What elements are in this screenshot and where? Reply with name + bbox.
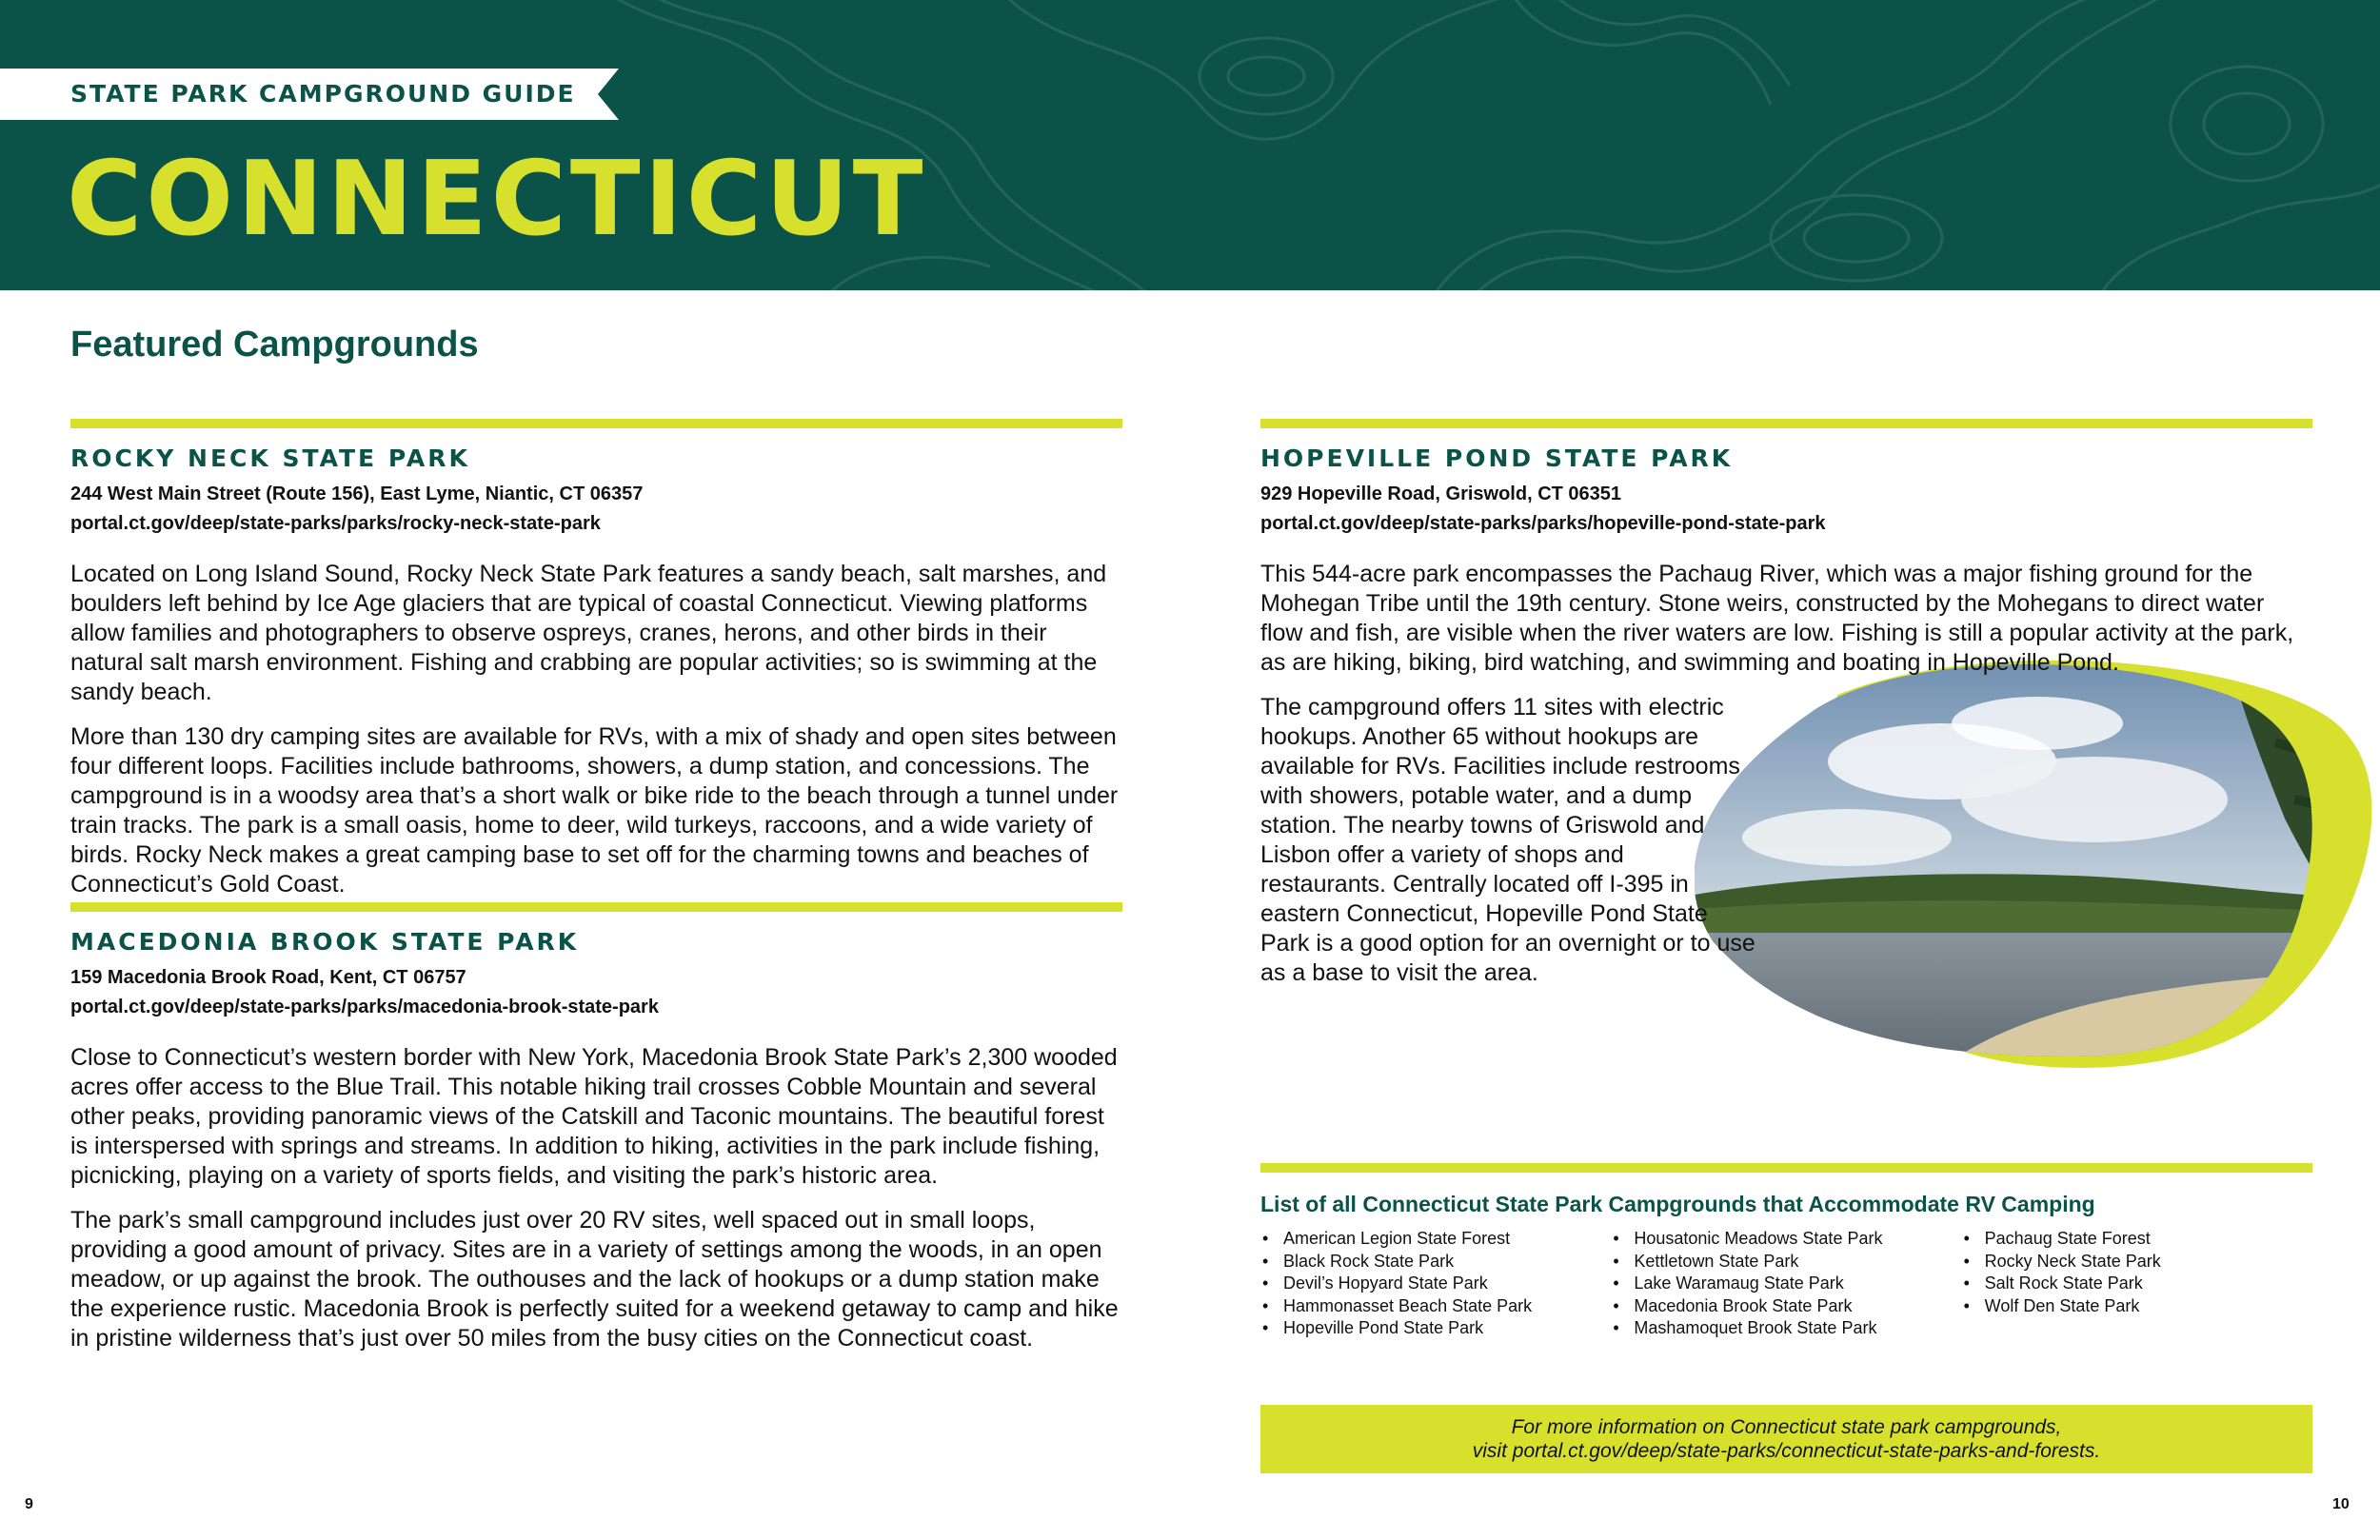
list-heading: List of all Connecticut State Park Campgrounds that Accommodate RV Camping xyxy=(1260,1192,2095,1216)
section-title: Featured Campgrounds xyxy=(70,325,479,365)
list-item: • Lake Waramaug State Park xyxy=(1611,1273,1961,1295)
park-address: 929 Hopeville Road, Griswold, CT 06351 xyxy=(1260,484,1622,504)
list-column xyxy=(1611,1228,1961,1340)
park-name: ROCKY NECK STATE PARK xyxy=(70,444,470,472)
list-item: • Macedonia Brook State Park xyxy=(1611,1295,1961,1318)
info-line: For more information on Connecticut state park campgrounds, xyxy=(1511,1416,2062,1438)
list-columns xyxy=(1260,1228,2312,1340)
list-item: • Rocky Neck State Park xyxy=(1962,1251,2312,1273)
park-description: Close to Connecticut’s western border with New York, Macedonia Brook State Park’s 2,300 wooded acres offer access to the Blue Trail. This notable hiking trail crosses Cobble Mountain and several other peaks, providing panoramic views of the Catskill and Taconic mountains. The beautiful forest is interspersed with springs and streams. In addition to hiking, activities in the park include fishing, picnicking, playing on a variety of sports fields, and visiting the park’s historic area. xyxy=(70,1044,1118,1189)
park-description: This 544-acre park encompasses the Pachaug River, which was a major fishing ground for the Mohegan Tribe until the 19th century. Stone weirs, constructed by the Mohegans to direct water flow and fish, are visible when the river waters are low. Fishing is still a popular activity at the park, as are hiking, biking, bird watching, and swimming and boating in Hopeville Pond. xyxy=(1260,561,2294,676)
list-item: • Black Rock State Park xyxy=(1260,1251,1611,1273)
park-url[interactable]: portal.ct.gov/deep/state-parks/parks/hopeville-pond-state-park xyxy=(1260,513,1826,534)
page-header xyxy=(0,0,2380,290)
list-column xyxy=(1962,1228,2312,1340)
park-macedonia-brook xyxy=(70,902,1122,1353)
section-rule xyxy=(1260,419,2312,428)
state-title: CONNECTICUT xyxy=(67,140,927,259)
page-number-left: 9 xyxy=(25,1496,33,1512)
park-url[interactable]: portal.ct.gov/deep/state-parks/parks/rocky-neck-state-park xyxy=(70,513,601,534)
list-item: • Wolf Den State Park xyxy=(1962,1295,2312,1318)
list-item: • Pachaug State Forest xyxy=(1962,1228,2312,1251)
rv-campground-list xyxy=(1260,1163,2312,1340)
list-item: • Kettletown State Park xyxy=(1611,1251,1961,1273)
park-url[interactable]: portal.ct.gov/deep/state-parks/parks/macedonia-brook-state-park xyxy=(70,997,659,1017)
page-number-right: 10 xyxy=(2332,1496,2350,1512)
guide-label: STATE PARK CAMPGROUND GUIDE xyxy=(70,80,576,108)
park-description: Located on Long Island Sound, Rocky Neck State Park features a sandy beach, salt marshes, and boulders left behind by Ice Age glaciers that are typical of coastal Connecticut. Viewing platforms allow families and photographers to observe ospreys, cranes, herons, and other birds in their natural salt marsh environment. Fishing and crabbing are popular activities; so is swimming at the sandy beach. xyxy=(70,561,1107,705)
park-address: 159 Macedonia Brook Road, Kent, CT 06757 xyxy=(70,967,466,988)
park-description: The park’s small campground includes just over 20 RV sites, well spaced out in small loops, providing a good amount of privacy. Sites are in a variety of settings among the woods, in an open meadow, or up against the brook. The outhouses and the lack of hookups or a dump station make the experience rustic. Macedonia Brook is perfectly suited for a weekend getaway to camp and hike in pristine wilderness that’s just over 50 miles from the busy cities on the Connecticut coast. xyxy=(70,1207,1119,1352)
section-rule xyxy=(70,902,1122,912)
park-description: More than 130 dry camping sites are available for RVs, with a mix of shady and open sites between four different loops. Facilities include bathrooms, showers, a dump station, and concessions. The campground is in a woodsy area that’s a short walk or bike ride to the beach through a tunnel under train tracks. The park is a small oasis, home to deer, wild turkeys, raccoons, and a wide variety of birds. Rocky Neck makes a great camping base to set off for the charming towns and beaches of Connecticut’s Gold Coast. xyxy=(70,723,1119,898)
list-item: • Hammonasset Beach State Park xyxy=(1260,1295,1611,1318)
more-info-box xyxy=(1260,1405,2312,1473)
list-column xyxy=(1260,1228,1611,1340)
park-hopeville-pond xyxy=(1260,419,2312,988)
list-item: • American Legion State Forest xyxy=(1260,1228,1611,1251)
park-address: 244 West Main Street (Route 156), East Lyme, Niantic, CT 06357 xyxy=(70,484,644,504)
info-link[interactable]: visit portal.ct.gov/deep/state-parks/connecticut-state-parks-and-forests. xyxy=(1472,1440,2101,1462)
section-rule xyxy=(1260,1163,2312,1173)
section-rule xyxy=(70,419,1122,428)
list-item: • Housatonic Meadows State Park xyxy=(1611,1228,1961,1251)
park-rocky-neck xyxy=(70,419,1122,899)
list-item: • Hopeville Pond State Park xyxy=(1260,1317,1611,1340)
park-description: The campground offers 11 sites with electric hookups. Another 65 without hookups are available for RVs. Facilities include restrooms with showers, potable water, and a dump station. The nearby towns of Griswold and Lisbon offer a variety of shops and restaurants. Centrally located off I-395 in eastern Connecticut, Hopeville Pond State Park is a good option for an overnight or to use as a base to visit the area. xyxy=(1260,694,1755,986)
list-item: • Salt Rock State Park xyxy=(1962,1273,2312,1295)
park-name: MACEDONIA BROOK STATE PARK xyxy=(70,928,580,956)
park-name: HOPEVILLE POND STATE PARK xyxy=(1260,444,1734,472)
list-item: • Devil’s Hopyard State Park xyxy=(1260,1273,1611,1295)
list-item: • Mashamoquet Brook State Park xyxy=(1611,1317,1961,1340)
